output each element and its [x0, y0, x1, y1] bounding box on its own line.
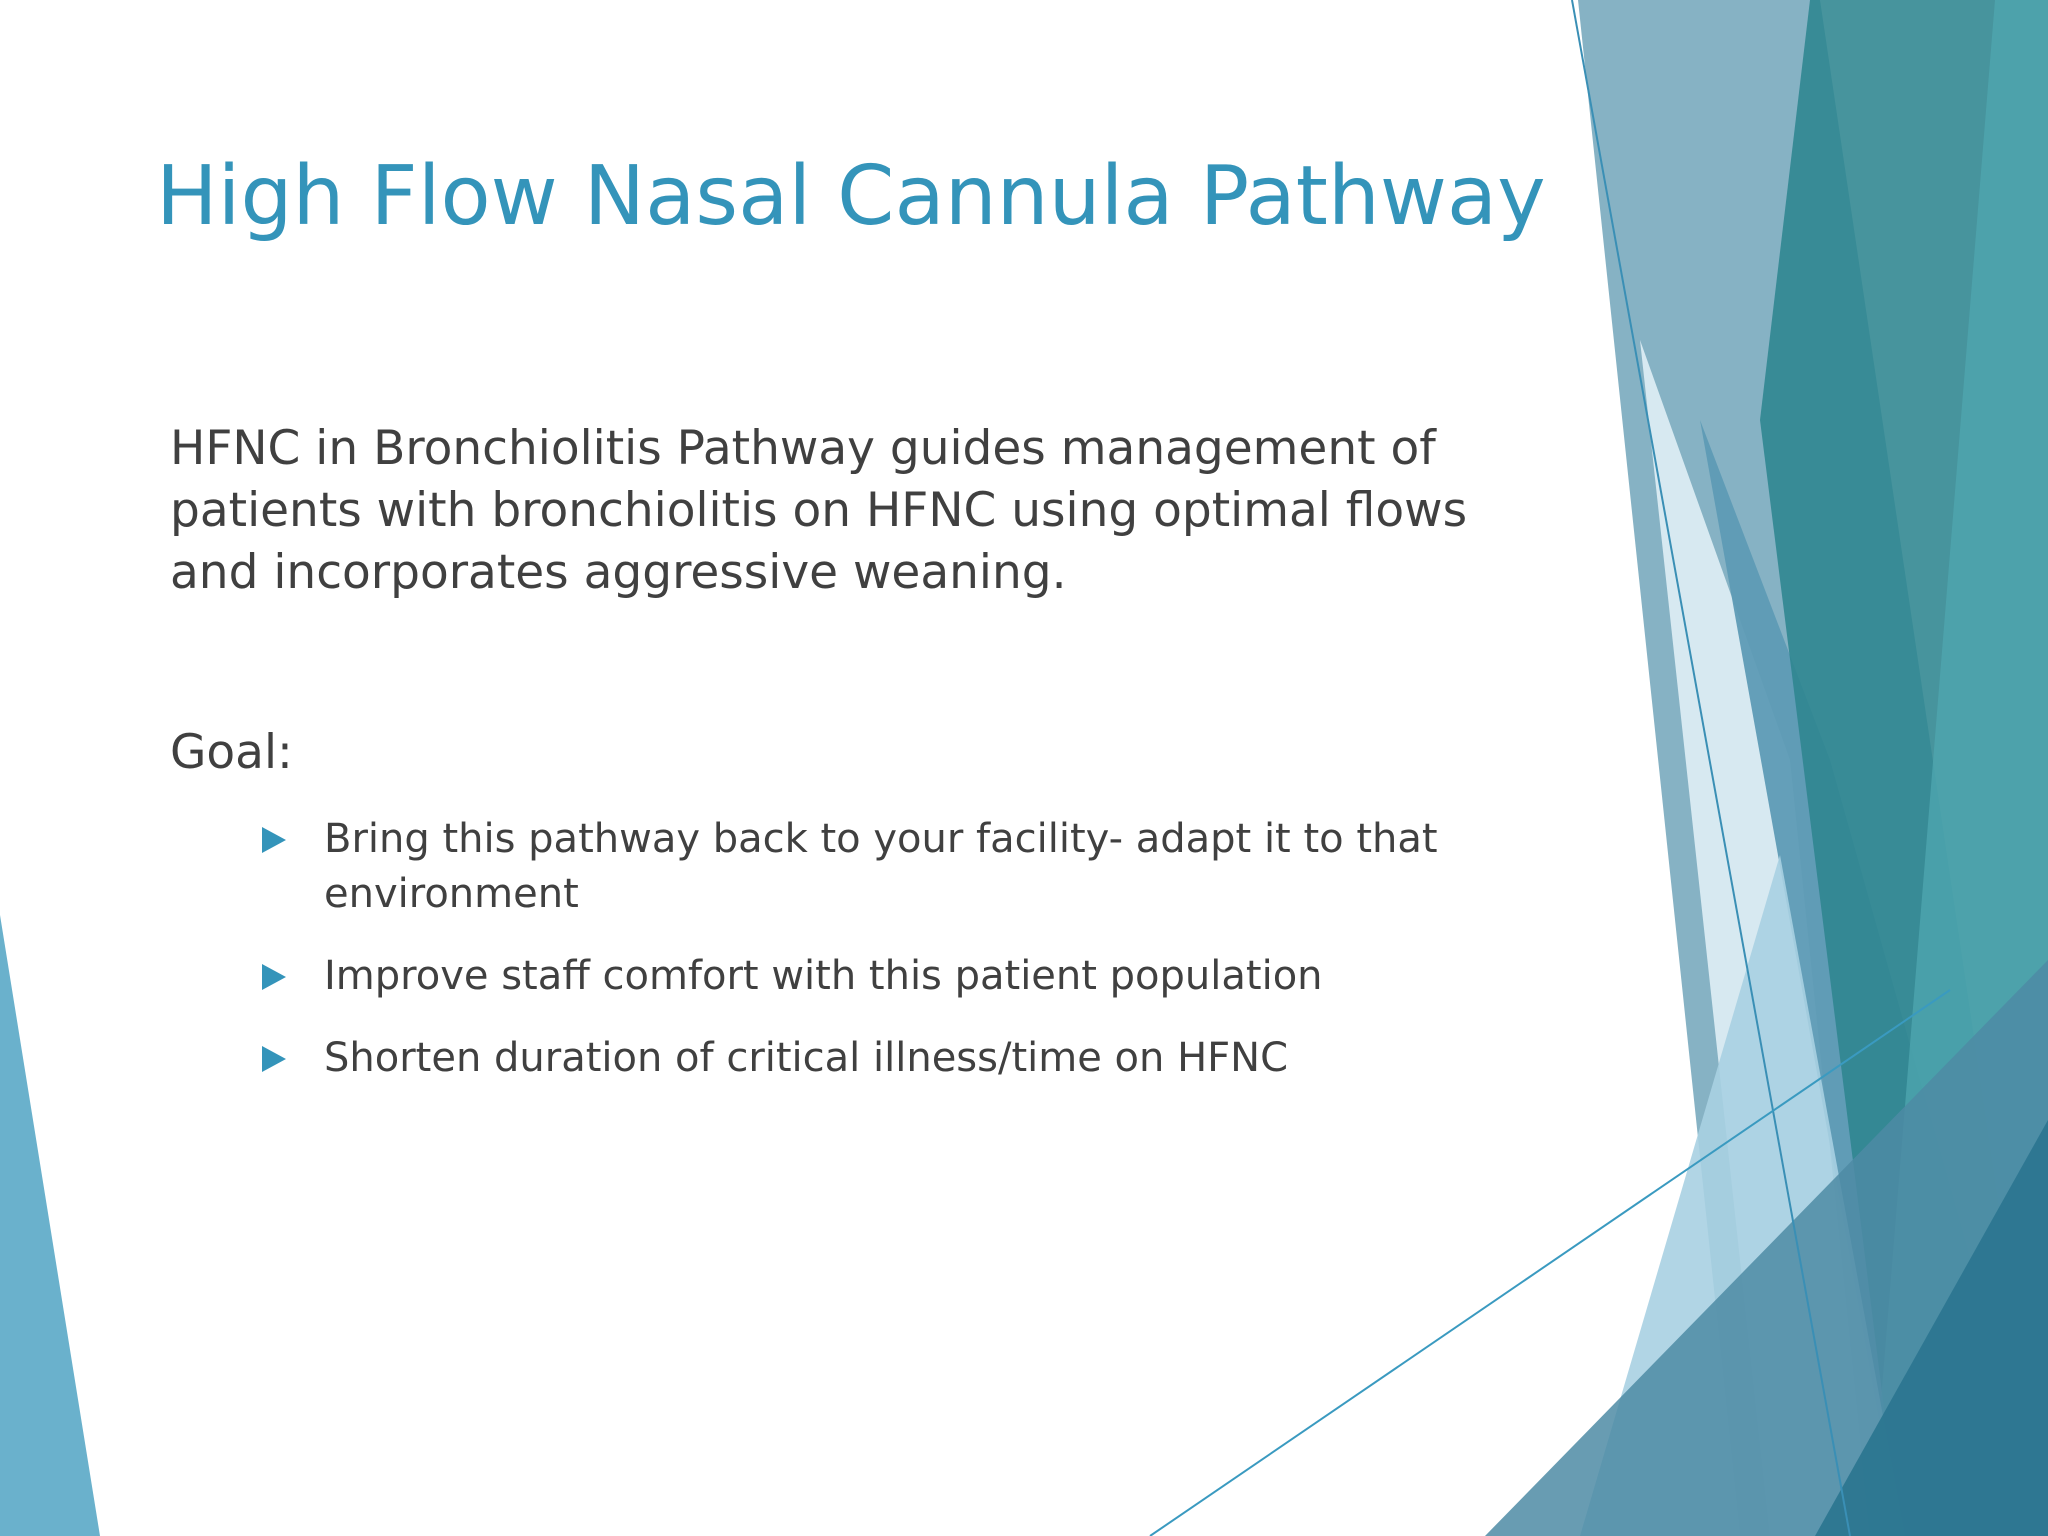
goal-list-item: [262, 1031, 1522, 1086]
goal-list: [262, 812, 1522, 1113]
triangle-right-icon: [262, 964, 286, 990]
slide-body-paragraph: HFNC in Bronchiolitis Pathway guides management of patients with bronchiolitis on HFNC using optimal flows and incorporates aggressive weaning.: [170, 421, 1468, 600]
goal-label: Goal:: [170, 725, 293, 780]
slide-title: High Flow Nasal Cannula Pathway: [156, 149, 1546, 244]
left-accent-shape: [0, 915, 100, 1536]
triangle-right-icon: [262, 1046, 286, 1072]
triangle-right-icon: [262, 827, 286, 853]
goal-list-item: [262, 949, 1522, 1004]
goal-item-text: Bring this pathway back to your facility- adapt it to that environment: [324, 816, 1438, 917]
goal-item-text: Shorten duration of critical illness/time on HFNC: [324, 1035, 1289, 1081]
goal-list-item: [262, 812, 1522, 922]
goal-item-text: Improve staff comfort with this patient population: [324, 953, 1323, 999]
